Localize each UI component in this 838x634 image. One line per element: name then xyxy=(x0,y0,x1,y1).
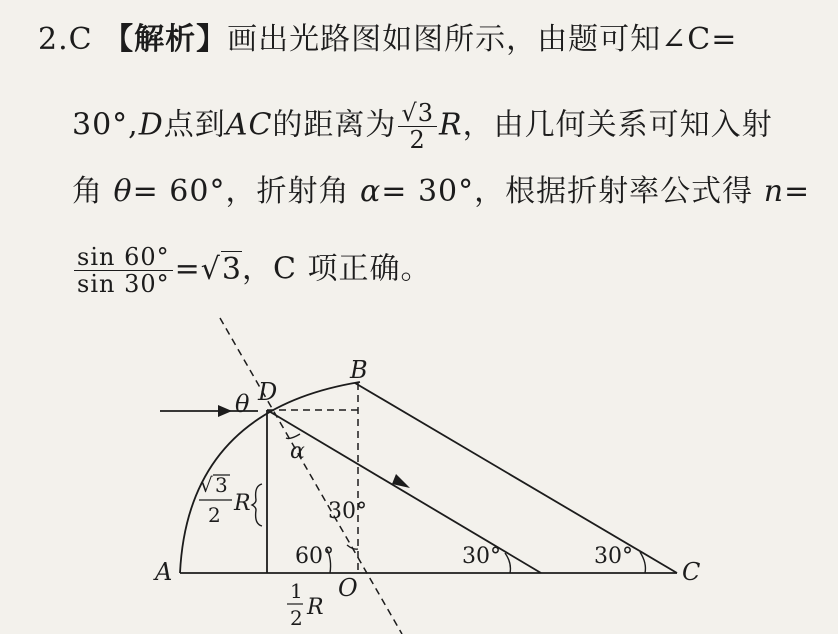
label-point-c: C xyxy=(682,558,701,586)
label-30-mid: 30° xyxy=(328,499,367,524)
conclusion-text: ，C 项正确。 xyxy=(241,251,432,287)
point-d-ref: D xyxy=(138,107,164,143)
radius-symbol: R xyxy=(438,107,463,143)
height-den: 2 xyxy=(208,503,221,527)
text-alpha-value: = 30°，根据折射率公式得 xyxy=(381,174,754,209)
text-geometry: ，由几何关系可知入射 xyxy=(462,107,773,143)
sine-denominator: sin 30° xyxy=(77,270,170,298)
n-symbol: n xyxy=(763,174,785,209)
answer-letter: C xyxy=(68,22,93,57)
solution-text-1: 画出光路图如图所示，由题可知∠C= xyxy=(227,22,738,57)
label-point-d: D xyxy=(258,378,278,406)
label-30-c: 30° xyxy=(594,544,633,569)
theta-symbol: θ xyxy=(113,174,133,209)
label-30-ray: 30° xyxy=(462,544,501,569)
fraction-denominator: 2 xyxy=(409,126,426,154)
incident-arrowhead xyxy=(218,405,232,417)
equals-sign-2: = xyxy=(174,251,201,287)
height-radius: R xyxy=(234,491,251,516)
text-point-to: 点到 xyxy=(163,107,226,143)
label-point-o: O xyxy=(338,574,358,602)
alpha-symbol: α xyxy=(360,174,382,209)
normal-line xyxy=(220,318,402,634)
angle-c-value: 30°, xyxy=(72,107,139,143)
segment-ac-ref: AC xyxy=(225,107,273,143)
sqrt-three: √3 xyxy=(200,251,242,287)
distance-fraction: $\frac{√3}{2}$ xyxy=(398,100,437,153)
label-alpha: α xyxy=(290,439,305,464)
height-sqrt-sign: √ xyxy=(200,473,213,497)
angle-30-ray-arc xyxy=(505,553,510,573)
height-brace xyxy=(252,484,262,526)
question-number: 2. xyxy=(38,22,69,57)
sine-numerator: sin 60° xyxy=(74,244,173,271)
height-sqrt-rad: 3 xyxy=(215,473,228,497)
label-theta: θ xyxy=(235,390,250,418)
text-angle: 角 xyxy=(72,174,103,209)
equals-sign: = xyxy=(784,174,811,209)
analysis-tag: 【解析】 xyxy=(103,22,228,57)
half-num: 1 xyxy=(290,579,303,603)
angle-30-c-arc xyxy=(640,552,645,573)
half-radius: R xyxy=(307,595,324,620)
label-point-a: A xyxy=(155,558,173,586)
half-den: 2 xyxy=(290,606,303,630)
text-theta-value: = 60°，折射角 xyxy=(132,174,350,209)
label-point-b: B xyxy=(350,356,368,384)
label-60: 60° xyxy=(295,544,334,569)
text-distance-is: 的距离为 xyxy=(272,107,397,143)
fraction-numerator: 3 xyxy=(417,99,434,127)
